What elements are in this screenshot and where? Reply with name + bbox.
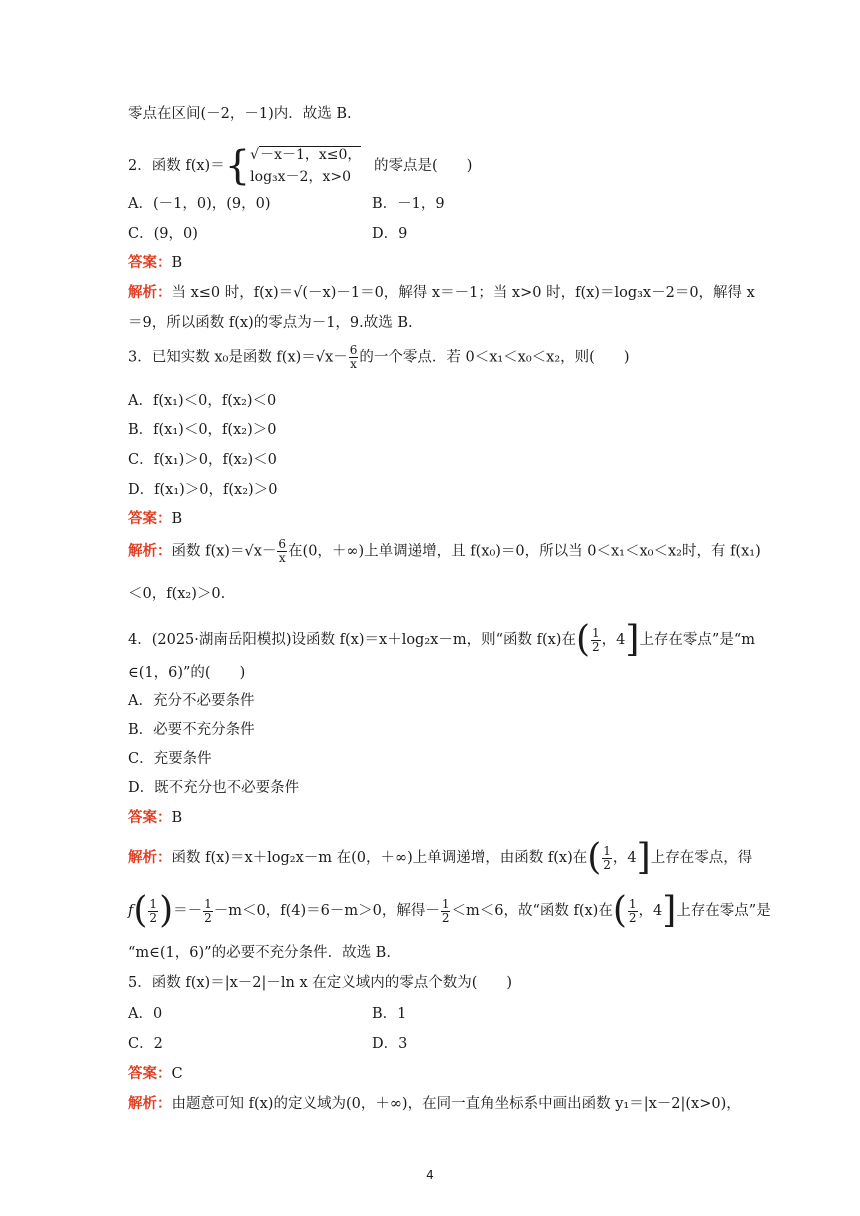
option-a: A．充分不必要条件 <box>128 693 255 709</box>
option-d: D．9 <box>372 226 408 242</box>
explanation-line: 解析：当 x≤0 时，f(x)＝√(－x)－1＝0，解得 x＝－1；当 x>0 时，f(x)＝log₃x－2＝0，解得 x <box>128 284 755 301</box>
question-2-tail: 的零点是( ) <box>374 158 473 174</box>
option-a: A．0 <box>128 1006 163 1022</box>
option-d: D．既不充分也不必要条件 <box>128 780 300 796</box>
answer-line: 答案：B <box>128 254 183 271</box>
option-c: C．(9，0) <box>128 226 198 242</box>
option-b: B．1 <box>372 1006 407 1022</box>
explanation-line: “m∈(1，6)”的必要不充分条件．故选 B. <box>128 945 391 961</box>
option-b: B．f(x₁)＜0，f(x₂)＞0 <box>128 422 277 438</box>
explanation-line: 解析：函数 f(x)＝√x－ $\frac{6}{x}$ 在(0，＋∞)上单调递增，且 f(x₀)＝0，所以当 0＜x₁＜x₀＜x₂时，有 f(x₁) <box>128 537 761 565</box>
option-d: D．3 <box>372 1036 408 1052</box>
explanation-line: 解析：由题意可知 f(x)的定义域为(0，＋∞)，在同一直角坐标系中画出函数 y₁＝|x－2|(x>0)， <box>128 1095 741 1112</box>
option-a: A．(－1，0)，(9，0) <box>128 196 271 212</box>
fraction: $\frac{6}{x}$ <box>349 343 358 371</box>
option-d: D．f(x₁)＞0，f(x₂)＞0 <box>128 482 278 498</box>
piecewise-function: √－x－1，x≤0， log₃x－2，x>0 <box>250 147 362 185</box>
option-b: B．－1，9 <box>372 196 445 212</box>
option-c: C．2 <box>128 1036 163 1052</box>
brace-icon: { <box>224 143 251 189</box>
explanation-line: f( $\frac{1}{2}$ )＝－ $\frac{1}{2}$ －m＜0，f(4)＝6－m＞0，解得－ $\frac{1}{2}$ ＜m＜6，故“函数 f(x)在( $\frac{1}{2}$ ，4]上存在零点”是 <box>128 890 771 931</box>
answer-line: 答案：C <box>128 1065 183 1082</box>
option-a: A．f(x₁)＜0，f(x₂)＜0 <box>128 393 277 409</box>
option-c: C．f(x₁)＞0，f(x₂)＜0 <box>128 452 277 468</box>
question-5: 5．函数 f(x)＝|x－2|－ln x 在定义域内的零点个数为( ) <box>128 975 513 991</box>
answer-line: 答案：B <box>128 510 183 527</box>
page-number: 4 <box>426 1168 434 1182</box>
explanation-line: ＜0，f(x₂)＞0. <box>128 586 226 602</box>
answer-line: 答案：B <box>128 809 183 826</box>
question-4: 4．(2025·湖南岳阳模拟)设函数 f(x)＝x＋log₂x－m，则“函数 f(x)在( $\frac{1}{2}$ ，4]上存在零点”是“m <box>128 619 756 660</box>
explanation-line: ＝9，所以函数 f(x)的零点为－1，9.故选 B. <box>128 315 413 331</box>
text-line: ∈(1，6)”的( ) <box>128 665 246 681</box>
question-2-stem: 2．函数 f(x)＝ <box>128 158 225 174</box>
explanation-line: 解析：函数 f(x)＝x＋log₂x－m 在(0，＋∞)上单调递增，由函数 f(x)在( $\frac{1}{2}$ ，4]上存在零点，得 <box>128 837 753 878</box>
question-2 <box>128 144 472 188</box>
question-3: 3．已知实数 x₀是函数 f(x)＝√x－ $\frac{6}{x}$ 的一个零点．若 0＜x₁＜x₀＜x₂，则( ) <box>128 343 630 371</box>
option-b: B．必要不充分条件 <box>128 722 255 738</box>
option-c: C．充要条件 <box>128 751 212 767</box>
text-line: 零点在区间(－2，－1)内．故选 B. <box>128 106 352 122</box>
fraction: $\frac{6}{x}$ <box>278 537 287 565</box>
